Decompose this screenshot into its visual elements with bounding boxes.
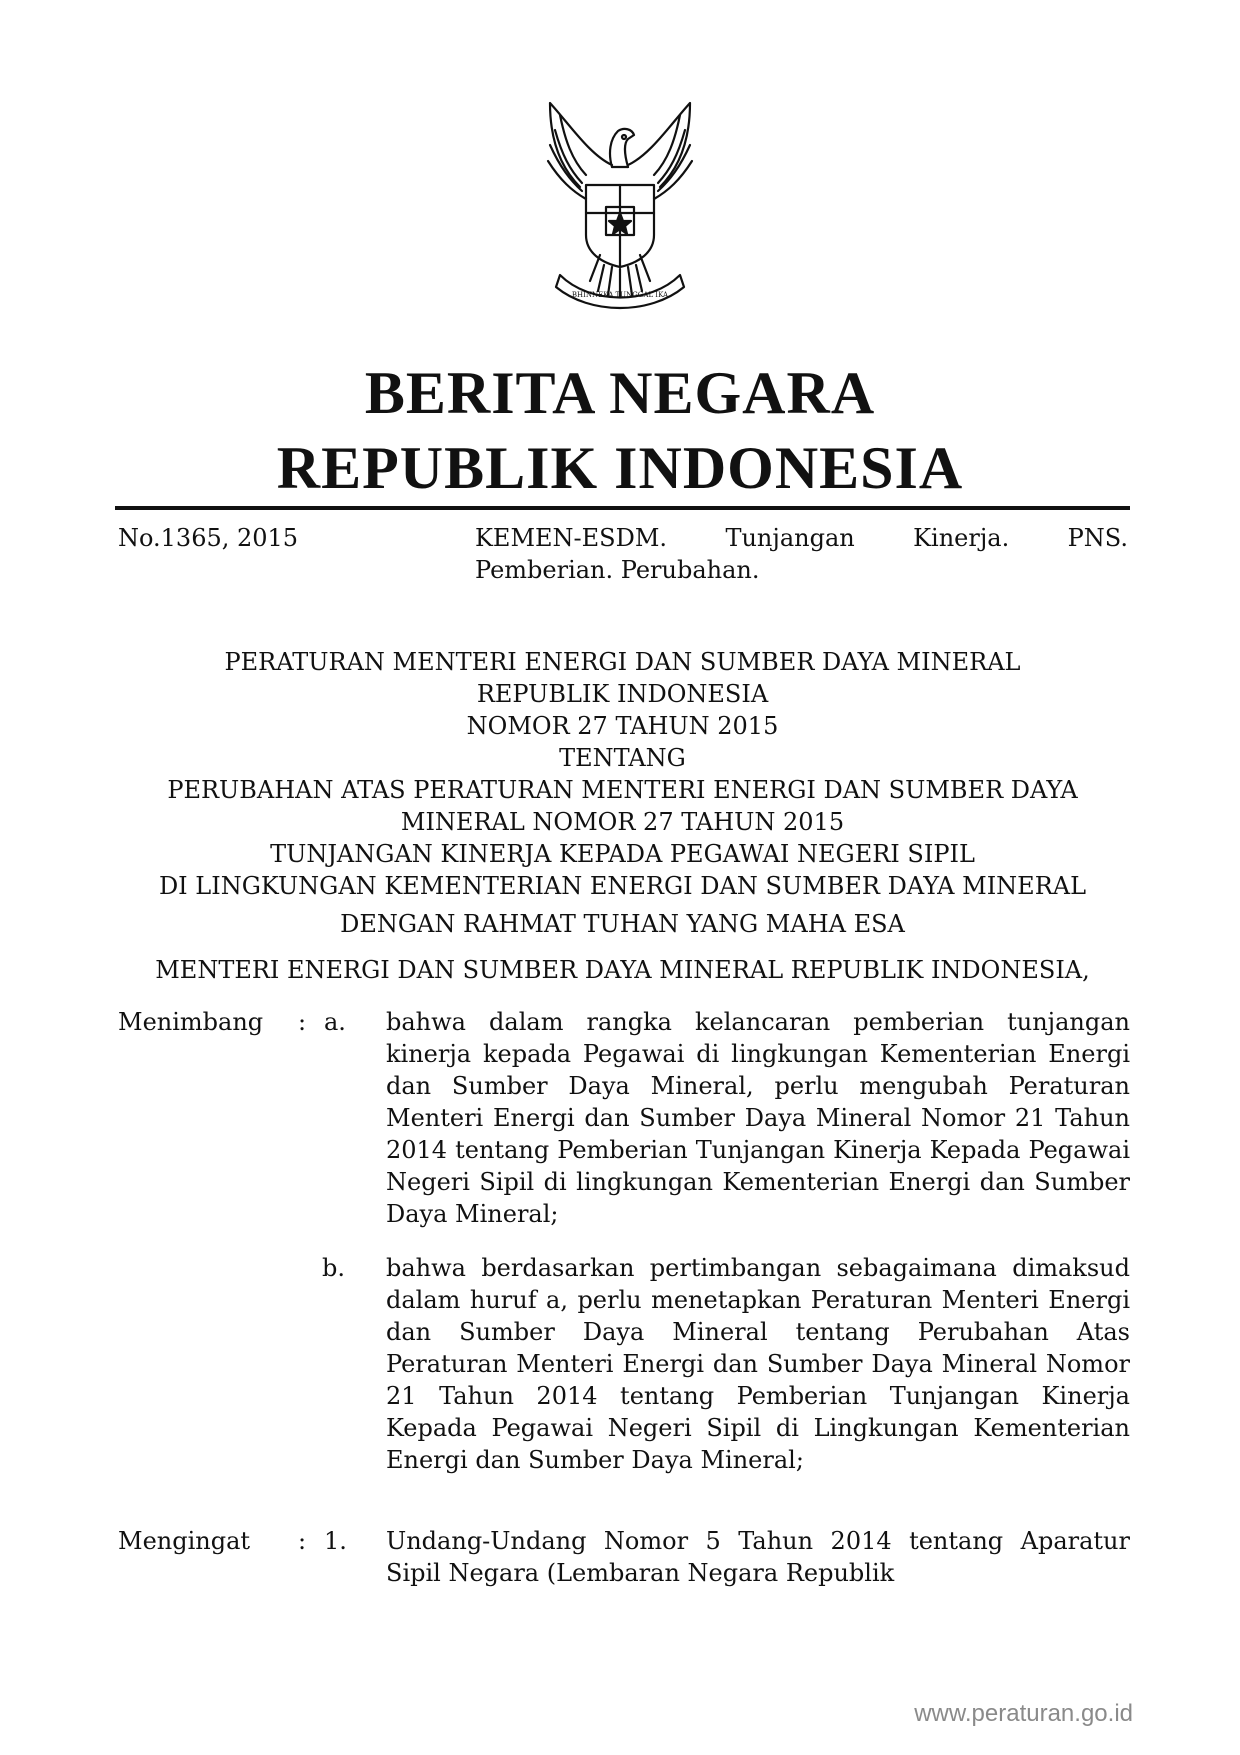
item-text: bahwa dalam rangka kelancaran pemberian tunjangan kinerja kepada Pegawai di lingkungan Kementerian Energi dan Sumber Daya Mineral, perlu mengubah Peraturan Menteri Energi dan Sumber Daya Mineral Nomor 21 Tahun 2014 tentang Pemberian Tunjangan Kinerja Kepada Pegawai Negeri Sipil di lingkungan Kementerian Energi dan Sumber Daya Mineral;	[386, 1008, 1130, 1228]
minister-heading: MENTERI ENERGI DAN SUMBER DAYA MINERAL REPUBLIK INDONESIA,	[155, 956, 1090, 984]
menimbang-colon: :	[298, 1008, 307, 1036]
item-marker: 1.	[324, 1527, 347, 1555]
desc-word: Kinerja.	[913, 524, 1010, 552]
title-line: MINERAL NOMOR 27 TAHUN 2015	[400, 808, 845, 836]
item-marker: b.	[322, 1254, 345, 1282]
title-line: DI LINGKUNGAN KEMENTERIAN ENERGI DAN SUMBER DAYA MINERAL	[158, 872, 1087, 900]
title-line: REPUBLIK INDONESIA	[476, 680, 769, 708]
item-marker: a.	[324, 1008, 346, 1036]
item-text: bahwa berdasarkan pertimbangan sebagaimana dimaksud dalam huruf a, perlu menetapkan Peraturan Menteri Energi dan Sumber Daya Mineral tentang Perubahan Atas Peraturan Menteri Energi dan Sumber Daya Mineral Nomor 21 Tahun 2014 tentang Pemberian Tunjangan Kinerja Kepada Pegawai Negeri Sipil di Lingkungan Kementerian Energi dan Sumber Daya Mineral;	[386, 1254, 1130, 1474]
title-line: PERUBAHAN ATAS PERATURAN MENTERI ENERGI DAN SUMBER DAYA	[167, 776, 1078, 804]
gazette-number: No.1365, 2015	[118, 524, 299, 552]
desc-word: PNS.	[1067, 524, 1128, 552]
desc-word: Tunjangan	[725, 524, 855, 552]
title-line: PERATURAN MENTERI ENERGI DAN SUMBER DAYA MINERAL	[224, 648, 1021, 676]
gazette-description-line2: Pemberian. Perubahan.	[475, 556, 760, 584]
gazette-description-line1	[475, 522, 1128, 554]
title-line: TENTANG	[559, 744, 686, 772]
desc-word: KEMEN-ESDM.	[475, 524, 668, 552]
mengingat-colon: :	[298, 1527, 307, 1555]
title-line: TUNJANGAN KINERJA KEPADA PEGAWAI NEGERI SIPIL	[270, 840, 975, 868]
item-text: Undang-Undang Nomor 5 Tahun 2014 tentang Aparatur Sipil Negara (Lembaran Negara Republik	[386, 1527, 1130, 1587]
gazette-description	[475, 522, 1128, 586]
title-line: NOMOR 27 TAHUN 2015	[466, 712, 779, 740]
masthead-subtitle: REPUBLIK INDONESIA	[276, 435, 964, 501]
emblem-motto: BHINNEKA TUNGGAL IKA	[571, 291, 669, 299]
menimbang-label: Menimbang	[118, 1008, 264, 1036]
preamble: DENGAN RAHMAT TUHAN YANG MAHA ESA	[340, 910, 905, 938]
regulation-title	[115, 646, 1130, 902]
mengingat-label: Mengingat	[118, 1527, 251, 1555]
masthead-divider	[115, 506, 1130, 510]
masthead-title: BERITA NEGARA	[364, 360, 876, 426]
garuda-emblem-icon	[520, 95, 720, 315]
footer-url: www.peraturan.go.id	[914, 1700, 1133, 1727]
